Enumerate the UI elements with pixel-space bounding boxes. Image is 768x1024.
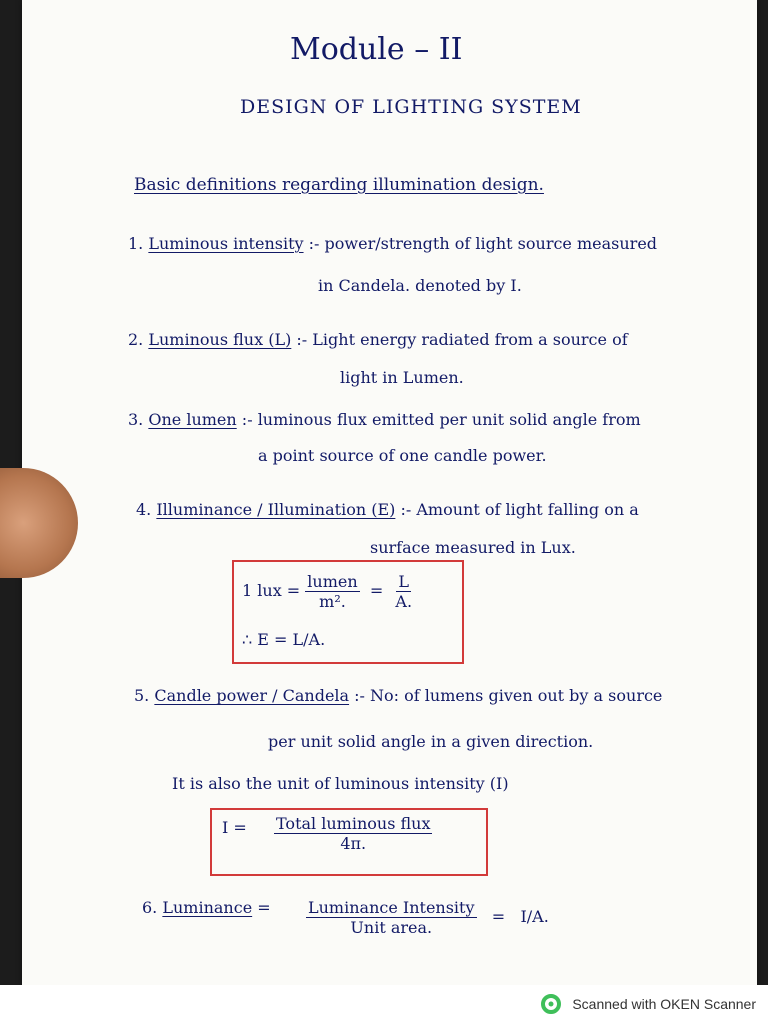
definition-term: One lumen: [148, 410, 237, 429]
definition-5-cont: per unit solid angle in a given direction.: [268, 732, 594, 751]
definition-term: Luminous flux (L): [148, 330, 292, 349]
lux-frac2-num: L: [398, 572, 410, 591]
definition-1: [128, 234, 657, 253]
luminance-result: I/A.: [520, 907, 549, 926]
definition-5-note: It is also the unit of luminous intensity (I): [172, 774, 509, 793]
definition-separator: :-: [296, 330, 308, 349]
definition-4: [136, 500, 639, 519]
candela-num: Total luminous flux: [276, 814, 431, 833]
definition-term: Luminance: [162, 898, 253, 917]
candela-den: 4π.: [340, 834, 367, 853]
definition-separator: :-: [241, 410, 253, 429]
luminance-den: Unit area.: [350, 918, 433, 937]
scanner-logo-icon: [540, 993, 564, 1015]
definition-term: Candle power / Candela: [154, 686, 350, 705]
section-heading: Basic definitions regarding illumination design.: [134, 175, 544, 195]
definition-term: Illuminance / Illumination (E): [156, 500, 396, 519]
luminance-num: Luminance Intensity: [308, 898, 475, 917]
item-number: 3.: [128, 410, 144, 429]
luminance-eq: =: [491, 907, 506, 926]
definition-text: power/strength of light source measured: [324, 234, 658, 253]
candela-frac: [274, 814, 432, 853]
formula-box-lux: [232, 560, 464, 664]
item-number: 2.: [128, 330, 144, 349]
scanner-watermark-text: Scanned with OKEN Scanner: [572, 996, 756, 1012]
lux-frac1-num: lumen: [307, 572, 358, 591]
item-number: 5.: [134, 686, 150, 705]
definition-5: [134, 686, 662, 705]
definition-text: luminous flux emitted per unit solid angle from: [257, 410, 641, 429]
definition-text: No: of lumens given out by a source: [370, 686, 663, 705]
definition-2-cont: light in Lumen.: [340, 368, 464, 387]
item-number: 6.: [142, 898, 158, 917]
item-number: 1.: [128, 234, 144, 253]
definition-separator: :-: [308, 234, 320, 253]
lux-eq: =: [369, 581, 384, 600]
definition-3-cont: a point source of one candle power.: [258, 446, 547, 465]
page-title: Module – II: [290, 32, 463, 67]
page-subtitle: DESIGN OF LIGHTING SYSTEM: [240, 96, 582, 118]
definition-separator: =: [257, 898, 271, 917]
definition-1-cont: in Candela. denoted by I.: [318, 276, 522, 295]
scanner-footer: [0, 985, 768, 1024]
lux-result: ∴ E = L/A.: [242, 630, 326, 649]
definition-text: Light energy radiated from a source of: [312, 330, 628, 349]
definition-6: [142, 898, 271, 917]
definition-text: Amount of light falling on a: [416, 500, 639, 519]
definition-4-cont: surface measured in Lux.: [370, 538, 576, 557]
luminance-formula: [306, 898, 549, 937]
item-number: 4.: [136, 500, 152, 519]
lux-frac1-den: m².: [319, 592, 346, 611]
candela-lhs: I =: [222, 818, 247, 837]
definition-separator: :-: [400, 500, 412, 519]
definition-term: Luminous intensity: [148, 234, 304, 253]
lux-lhs: 1 lux =: [242, 581, 301, 600]
definition-2: [128, 330, 628, 349]
notebook-page: [22, 0, 757, 985]
lux-frac2-den: A.: [395, 592, 413, 611]
lux-formula: [242, 572, 414, 611]
definition-3: [128, 410, 641, 429]
formula-box-candela: [210, 808, 488, 876]
definition-separator: :-: [354, 686, 365, 705]
